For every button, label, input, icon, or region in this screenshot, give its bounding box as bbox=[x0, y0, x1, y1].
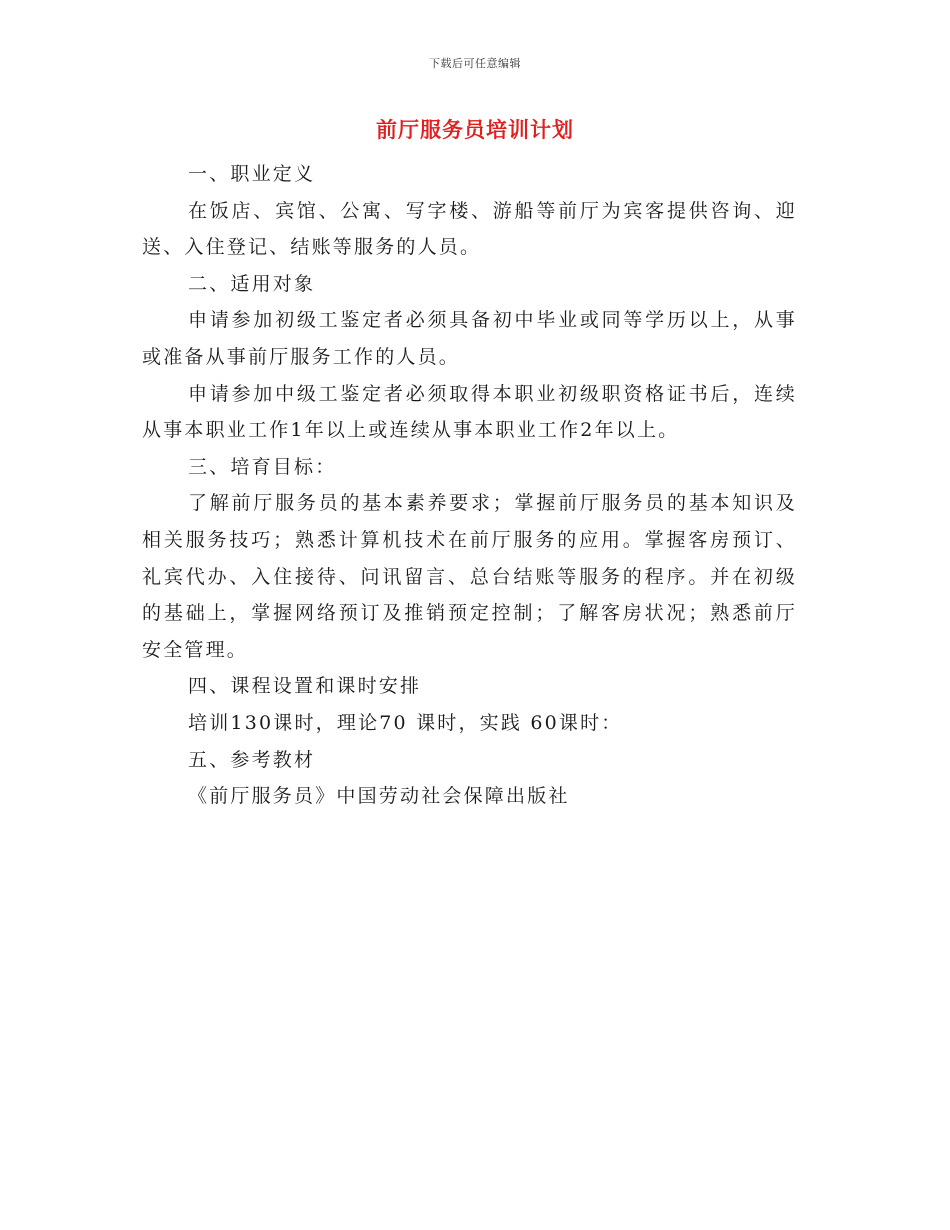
paragraph-textbook: 《前厅服务员》中国劳动社会保障出版社 bbox=[188, 785, 570, 808]
paragraph-courses: 培训130课时，理论70 课时，实践 60课时： bbox=[188, 711, 623, 734]
paragraph-goals: 了解前厅服务员的基本素养要求；掌握前厅服务员的基本知识及相关服务技巧；熟悉计算机技术在前厅服务的应用。掌握客房预订、礼宾代办、入住接待、问讯留言、总台结账等服务的程序。并在初级的基础上，掌握网络预订及推销预定控制；了解客房状况；熟悉前厅安全管理。 bbox=[142, 492, 797, 661]
section-heading-definition: 一、职业定义 bbox=[188, 163, 316, 185]
section-heading-goals: 三、培育目标： bbox=[188, 455, 337, 478]
section-heading-courses: 四、课程设置和课时安排 bbox=[188, 675, 422, 698]
document-title: 前厅服务员培训计划 bbox=[376, 118, 574, 142]
paragraph-definition: 在饭店、宾馆、公寓、写字楼、游船等前厅为宾客提供咨询、迎送、入住登记、结账等服务的人员。 bbox=[142, 199, 797, 259]
paragraph-target-junior: 申请参加初级工鉴定者必须具备初中毕业或同等学历以上，从事或准备从事前厅服务工作的人员。 bbox=[142, 309, 797, 368]
document-body bbox=[142, 156, 797, 815]
paragraph-target-intermediate: 申请参加中级工鉴定者必须取得本职业初级职资格证书后，连续从事本职业工作1年以上或连续从事本职业工作2年以上。 bbox=[142, 382, 797, 442]
section-heading-target: 二、适用对象 bbox=[188, 272, 316, 295]
header-note: 下载后可任意编辑 bbox=[429, 57, 521, 70]
section-heading-textbook: 五、参考教材 bbox=[188, 748, 316, 771]
